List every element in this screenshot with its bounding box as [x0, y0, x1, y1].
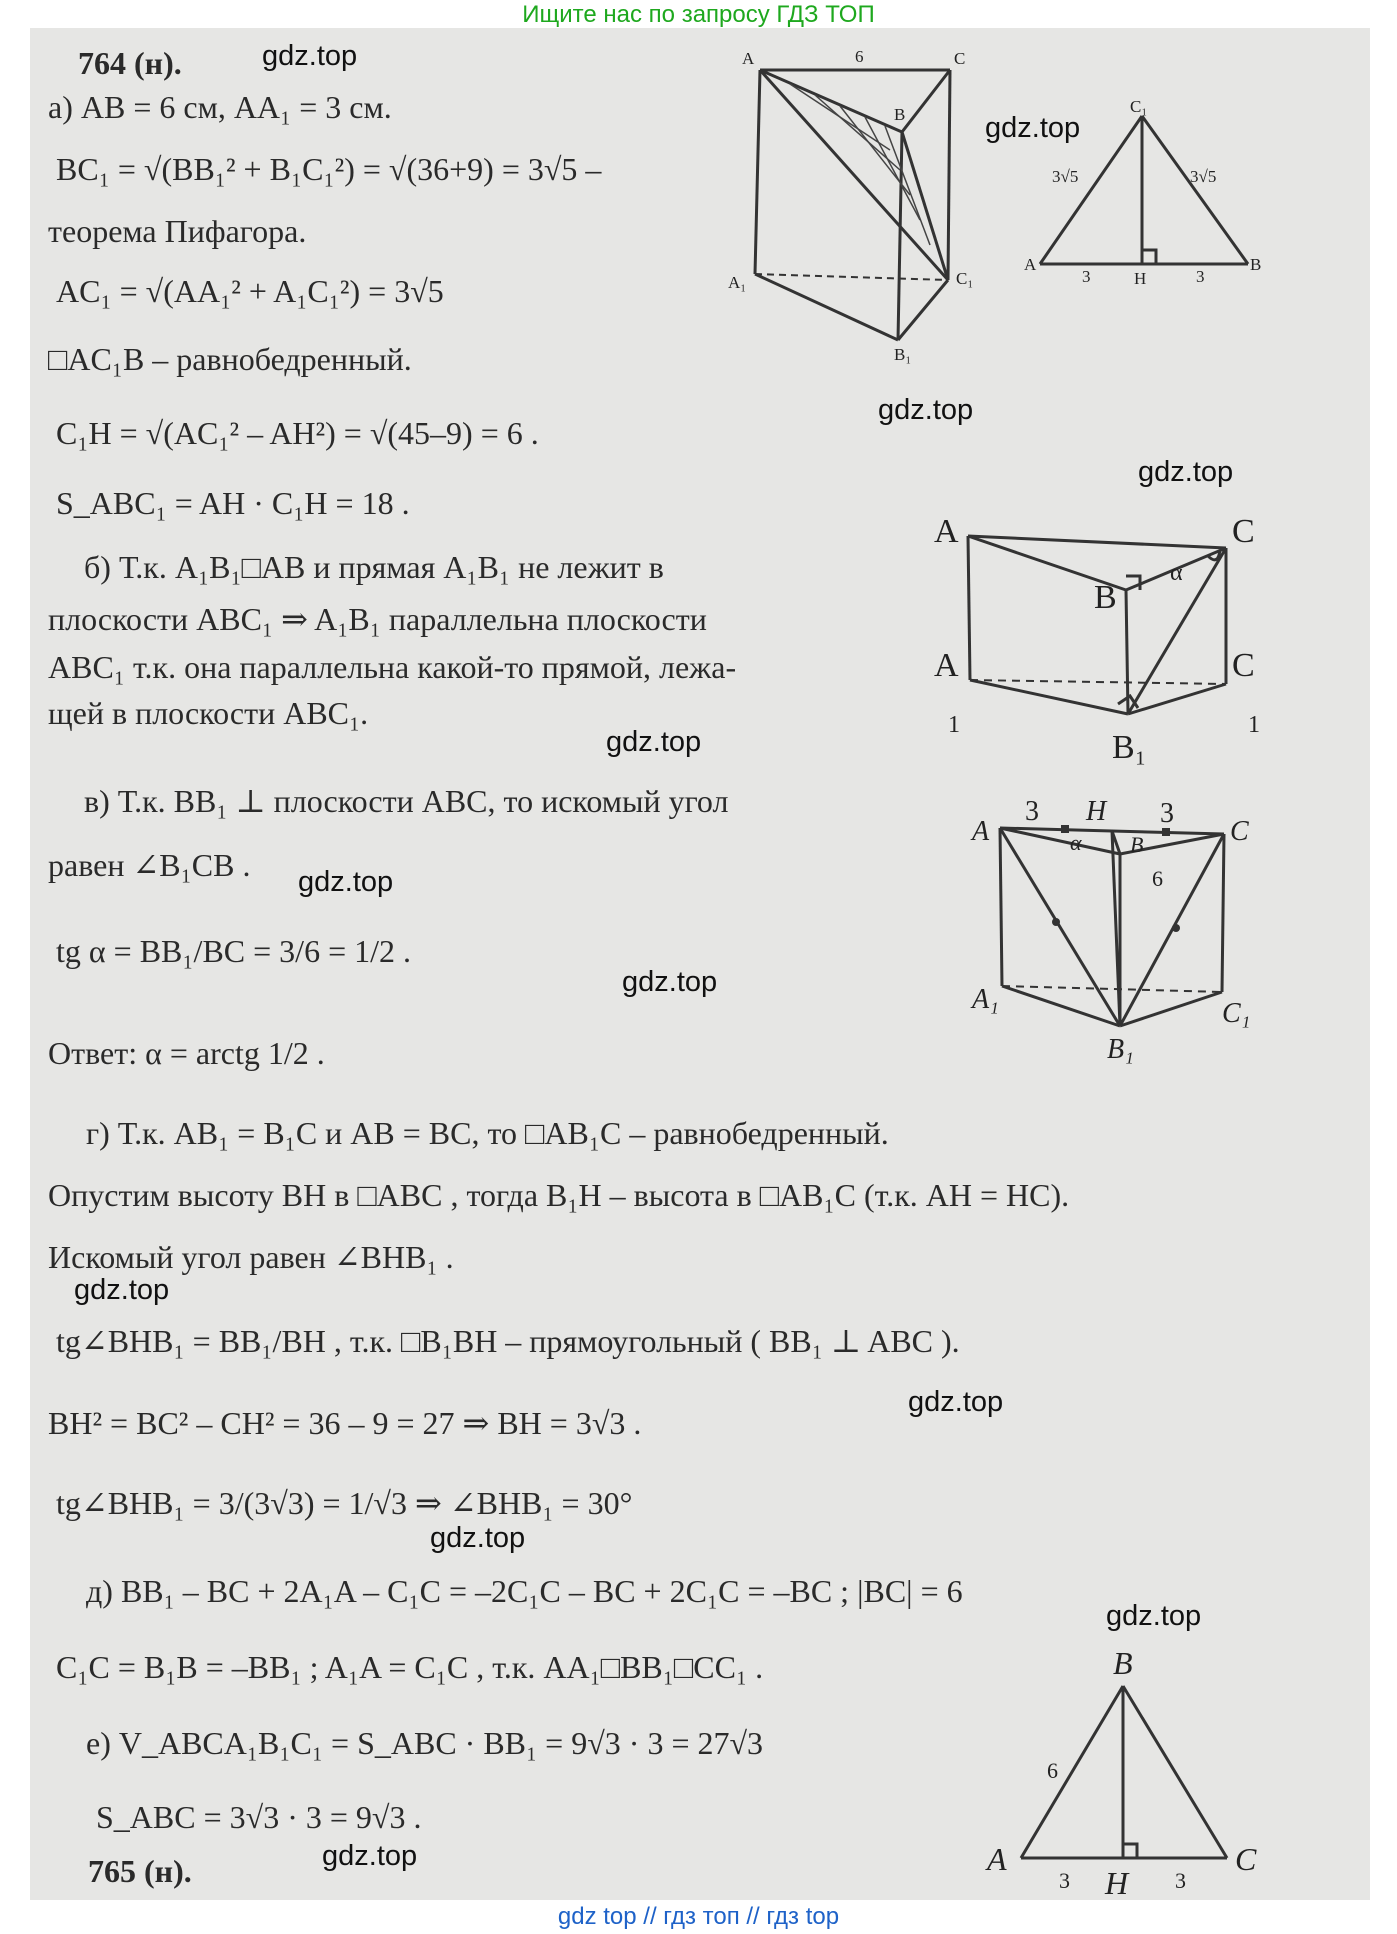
- line-d1: д) BB₁ – BC + 2A₁A – C₁C = –2C₁C – BC + 2C₁C = –BC ; |BC| = 6: [86, 1573, 963, 1609]
- line-v2: равен ∠B₁CB .: [48, 847, 251, 883]
- watermark-11: gdz.top: [1106, 1600, 1202, 1632]
- prism1-label-a: A: [742, 49, 755, 68]
- line-g5: BH² = BC² – CH² = 36 – 9 = 27 ⇒ BH = 3√3 .: [48, 1405, 642, 1441]
- prism1-label-six: 6: [855, 47, 864, 66]
- line-a6: C₁H = √(AC₁² – AH²) = √(45–9) = 6 .: [56, 415, 539, 451]
- line-e2: S_ABC = 3√3 · 3 = 9√3 .: [96, 1799, 422, 1835]
- task-764-title: 764 (н).: [78, 45, 182, 81]
- tri2-label-six: 6: [1047, 1758, 1058, 1783]
- line-g2: Опустим высоту BH в □ABC , тогда B₁H – высота в □AB₁C (т.к. AH = HC).: [48, 1177, 1070, 1213]
- prism1-label-b: B: [894, 105, 906, 124]
- prism1-label-b1: B₁: [894, 345, 912, 364]
- line-b4: щей в плоскости ABC₁.: [48, 695, 369, 731]
- tri2-label-b: B: [1113, 1645, 1133, 1681]
- prism3-label-a: A: [972, 816, 990, 847]
- prism2-label-a-lower: A: [934, 647, 959, 684]
- tri1-label-side-right: 3√5: [1190, 167, 1217, 186]
- prism2-label-one-left: 1: [948, 712, 960, 738]
- line-a3: теорема Пифагора.: [48, 213, 307, 249]
- line-d2: C₁C = B₁B = –BB₁ ; A₁A = C₁C , т.к. AA₁□BB₁□CC₁ .: [56, 1649, 764, 1685]
- watermark-4: gdz.top: [1138, 456, 1234, 488]
- tri2-label-a: A: [987, 1841, 1007, 1877]
- prism3-label-three-right: 3: [1160, 798, 1174, 829]
- task-765-title: 765 (н).: [88, 1853, 192, 1889]
- prism3-label-a1: A₁: [972, 984, 999, 1015]
- line-a4: AC₁ = √(AA₁² + A₁C₁²) = 3√5: [56, 273, 444, 309]
- prism3-label-h: H: [1086, 796, 1107, 827]
- line-b1: б) Т.к. A₁B₁□AB и прямая A₁B₁ не лежит в: [84, 549, 664, 585]
- line-g6: tg∠BHB₁ = 3/(3√3) = 1/√3 ⇒ ∠BHB₁ = 30°: [56, 1485, 633, 1521]
- watermark-5: gdz.top: [606, 726, 702, 758]
- line-b3: ABC₁ т.к. она параллельна какой-то прямой, лежа-: [48, 649, 737, 685]
- line-e1: е) V_ABCA₁B₁C₁ = S_ABC · BB₁ = 9√3 · 3 = 27√3: [86, 1725, 764, 1761]
- line-v3: tg α = BB₁/BC = 3/6 = 1/2 .: [56, 933, 411, 969]
- top-banner[interactable]: Ищите нас по запросу ГДЗ ТОП: [522, 1, 875, 28]
- watermark-10: gdz.top: [430, 1522, 526, 1554]
- line-a5: □AC₁B – равнобедренный.: [48, 341, 412, 377]
- prism3-label-b1: B₁: [1107, 1034, 1134, 1065]
- prism2-label-a: A: [934, 513, 959, 550]
- prism-figure-2: [930, 508, 1280, 773]
- prism2-label-alpha: α: [1170, 560, 1183, 586]
- prism3-label-c: C: [1230, 816, 1249, 847]
- prism3-label-b: B: [1130, 832, 1144, 857]
- prism3-label-three-left: 3: [1025, 796, 1039, 827]
- prism1-label-c: C: [954, 49, 966, 68]
- line-a1: а) AB = 6 см, AA₁ = 3 см.: [48, 89, 392, 125]
- prism2-label-one-right: 1: [1248, 712, 1260, 738]
- line-g4: tg∠BHB₁ = BB₁/BH , т.к. □B₁BH – прямоугольный ( BB₁ ⊥ ABC ).: [56, 1323, 960, 1359]
- tri1-label-three-left: 3: [1082, 267, 1091, 286]
- tri2-label-three-right: 3: [1175, 1868, 1186, 1893]
- line-a7: S_ABC₁ = AH · C₁H = 18 .: [56, 485, 410, 521]
- prism2-label-c-lower: C: [1232, 647, 1255, 684]
- prism-figure-3: [962, 790, 1292, 1070]
- watermark-12: gdz.top: [322, 1840, 418, 1872]
- watermark-6: gdz.top: [298, 866, 394, 898]
- tri2-label-three-left: 3: [1059, 1868, 1070, 1893]
- watermark-2: gdz.top: [985, 112, 1081, 144]
- tri2-label-h: H: [1105, 1865, 1129, 1901]
- triangle-figure-2: [975, 1640, 1275, 1900]
- prism2-label-b: B: [1094, 579, 1117, 616]
- tri1-label-c1: C₁: [1130, 97, 1148, 116]
- line-v1: в) Т.к. BB₁ ⊥ плоскости ABC, то искомый угол: [84, 783, 729, 819]
- line-g3: Искомый угол равен ∠BHB₁ .: [48, 1239, 454, 1275]
- prism3-label-c1: C₁: [1222, 998, 1251, 1029]
- prism1-label-c1: C₁: [956, 269, 974, 288]
- watermark-8: gdz.top: [74, 1274, 170, 1306]
- tri1-label-b: B: [1250, 255, 1262, 274]
- watermark-3: gdz.top: [878, 394, 974, 426]
- watermark-9: gdz.top: [908, 1386, 1004, 1418]
- prism-figure-1: [720, 40, 980, 364]
- tri2-label-c: C: [1235, 1841, 1257, 1877]
- watermark-1: gdz.top: [262, 40, 358, 72]
- prism3-label-six: 6: [1152, 866, 1163, 891]
- prism2-label-c: C: [1232, 513, 1255, 550]
- triangle-figure-1: [1018, 98, 1270, 298]
- line-g1: г) Т.к. AB₁ = B₁C и AB = BC, то □AB₁C – равнобедренный.: [86, 1115, 889, 1151]
- line-v4: Ответ: α = arctg 1/2 .: [48, 1035, 325, 1071]
- line-a2: BC₁ = √(BB₁² + B₁C₁²) = √(36+9) = 3√5 –: [56, 151, 602, 187]
- tri1-label-three-right: 3: [1196, 267, 1205, 286]
- watermark-7: gdz.top: [622, 966, 718, 998]
- footer-links[interactable]: gdz top // гдз топ // гдз top: [557, 1903, 840, 1930]
- line-b2: плоскости ABC₁ ⇒ A₁B₁ параллельна плоскости: [48, 601, 707, 637]
- prism1-label-a1: A₁: [728, 273, 747, 292]
- tri1-label-h: H: [1134, 269, 1147, 288]
- prism3-label-alpha: α: [1070, 830, 1082, 855]
- tri1-label-side-left: 3√5: [1052, 167, 1079, 186]
- prism2-label-b1: B₁: [1112, 729, 1147, 766]
- tri1-label-a: A: [1024, 255, 1037, 274]
